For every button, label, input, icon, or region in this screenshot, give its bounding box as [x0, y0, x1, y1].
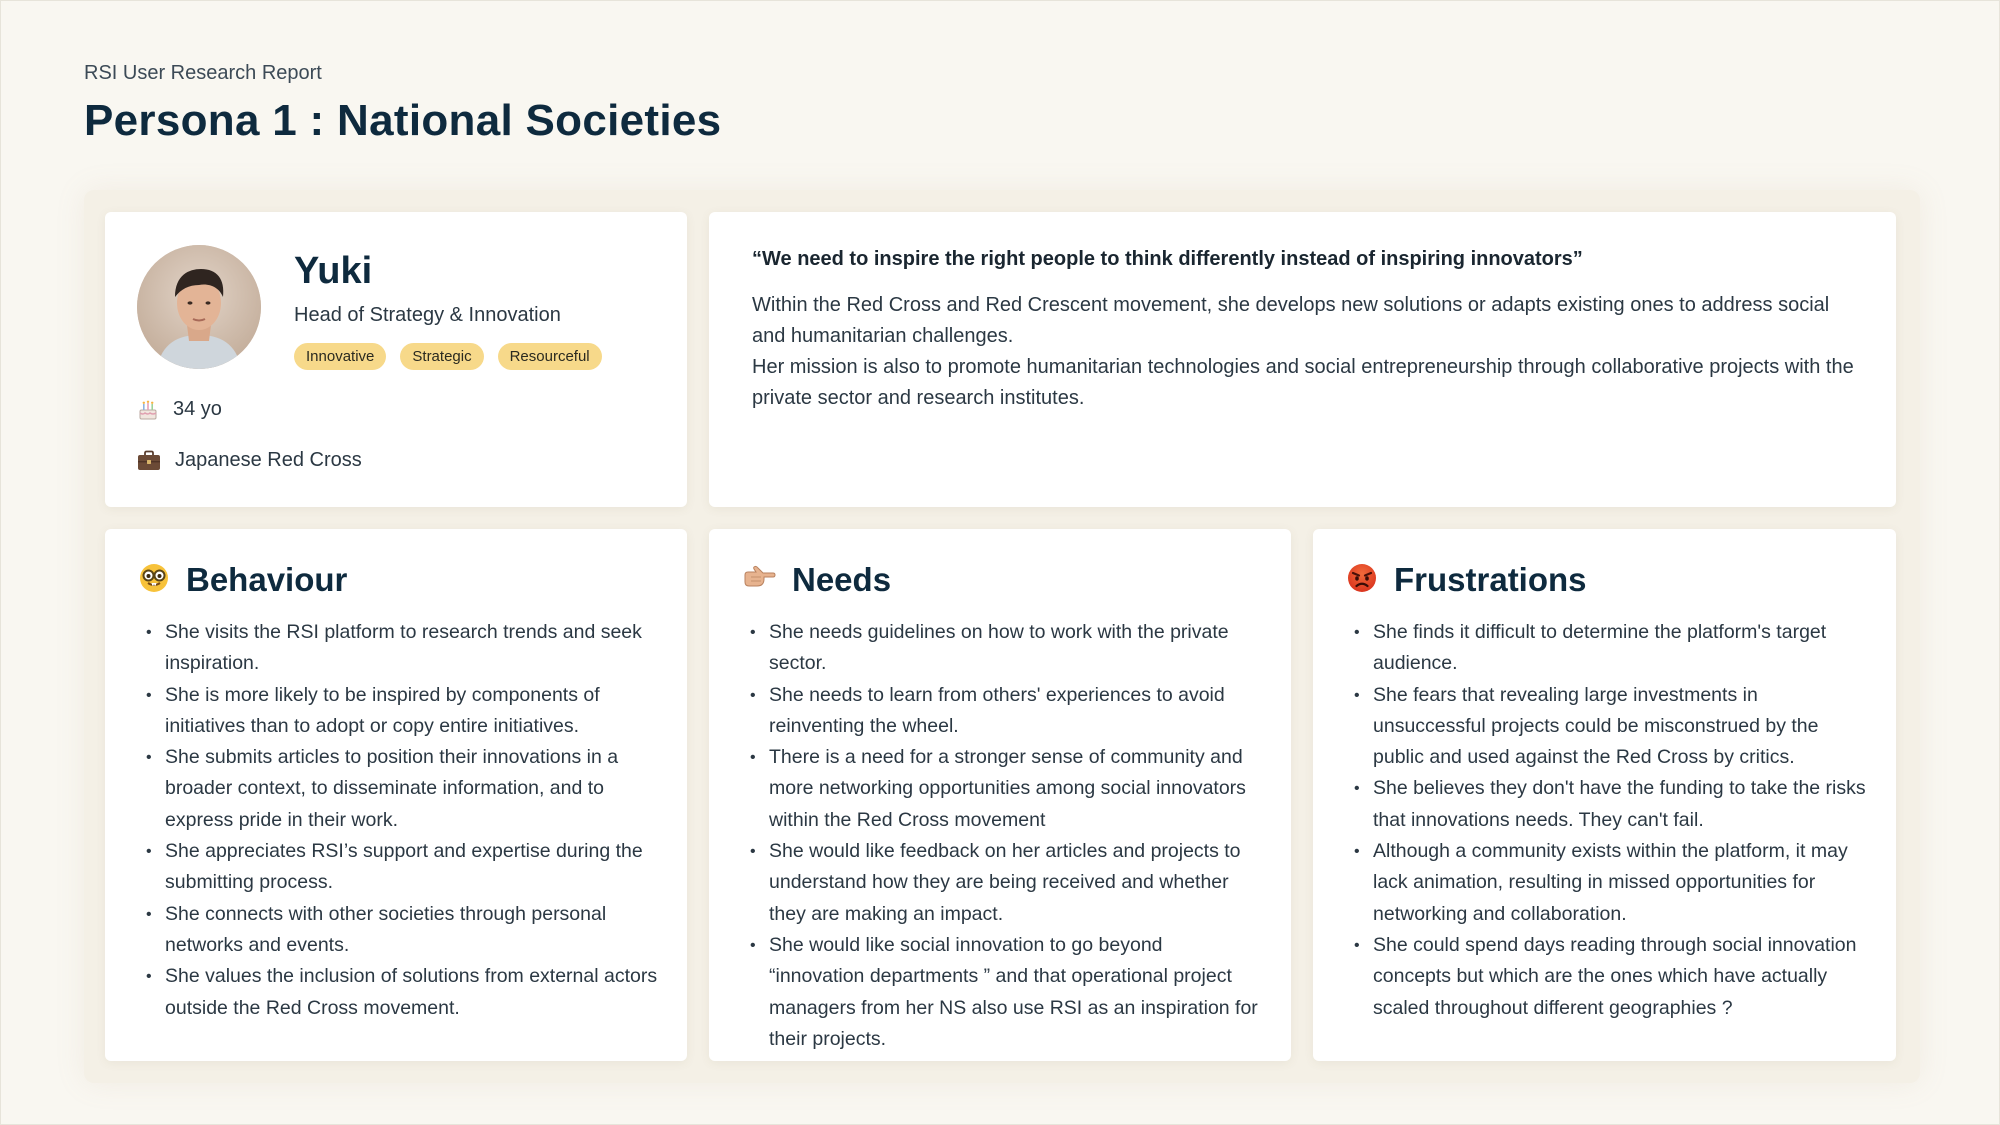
list-item: • There is a need for a stronger sense of community and more networking opportunities among social innovators within the Red Cross movement	[742, 742, 1262, 836]
summary-card	[709, 212, 1896, 507]
report-subtitle: RSI User Research Report	[84, 62, 322, 84]
list-item: • She is more likely to be inspired by components of initiatives than to adopt or copy entire initiatives.	[138, 680, 658, 743]
profile-card	[105, 212, 687, 507]
persona-role: Head of Strategy & Innovation	[294, 304, 561, 326]
list-item: • She fears that revealing large investments in unsuccessful projects could be misconstrued by the public and used against the Red Cross by critics.	[1346, 680, 1866, 774]
list-item: • She would like social innovation to go beyond “innovation departments ” and that operational project managers from her NS also use RSI as an inspiration for their projects.	[742, 930, 1262, 1055]
avatar	[137, 245, 261, 369]
persona-quote: “We need to inspire the right people to think differently instead of inspiring innovators”	[752, 248, 1583, 270]
pointing-hand-icon	[742, 562, 776, 599]
section-title: Behaviour	[186, 561, 348, 598]
persona-tags	[294, 343, 602, 370]
frustrations-list	[1346, 617, 1866, 1024]
tag-resourceful: Resourceful	[498, 343, 602, 370]
needs-card	[709, 529, 1291, 1061]
persona-organization: Japanese Red Cross	[175, 449, 362, 471]
list-item: • She needs guidelines on how to work with the private sector.	[742, 617, 1262, 680]
frustrations-card	[1313, 529, 1896, 1061]
list-item: • She visits the RSI platform to research trends and seek inspiration.	[138, 617, 658, 680]
persona-age: 34 yo	[173, 398, 222, 420]
description-paragraph: Within the Red Cross and Red Crescent movement, she develops new solutions or adapts existing ones to address social and humanitarian challenges.	[752, 294, 1830, 347]
list-item: • She would like feedback on her articles and projects to understand how they are being received and whether they are making an impact.	[742, 836, 1262, 930]
page-title: Persona 1 : National Societies	[84, 96, 722, 145]
tag-innovative: Innovative	[294, 343, 386, 370]
list-item: • Although a community exists within the platform, it may lack animation, resulting in missed opportunities for networking and collaboration.	[1346, 836, 1866, 930]
section-title: Frustrations	[1394, 561, 1587, 598]
briefcase-icon	[137, 450, 161, 472]
behaviour-header	[138, 561, 347, 599]
list-item: • She believes they don't have the funding to take the risks that innovations needs. They can't fail.	[1346, 773, 1866, 836]
behaviour-card	[105, 529, 687, 1061]
persona-description	[752, 290, 1862, 414]
frustrations-header	[1346, 561, 1587, 599]
list-item: • She needs to learn from others' experiences to avoid reinventing the wheel.	[742, 680, 1262, 743]
list-item: • She appreciates RSI’s support and expertise during the submitting process.	[138, 836, 658, 899]
persona-age-row	[137, 398, 222, 421]
tag-strategic: Strategic	[400, 343, 483, 370]
list-item: • She connects with other societies through personal networks and events.	[138, 899, 658, 962]
list-item: • She finds it difficult to determine the platform's target audience.	[1346, 617, 1866, 680]
list-item: • She could spend days reading through social innovation concepts but which are the ones which have actually scaled throughout different geographies ?	[1346, 930, 1866, 1024]
list-item: • She submits articles to position their innovations in a broader context, to disseminate information, and to express pride in their work.	[138, 742, 658, 836]
angry-face-icon	[1346, 562, 1378, 599]
persona-name: Yuki	[294, 250, 373, 292]
nerd-face-icon	[138, 562, 170, 599]
persona-org-row	[137, 449, 362, 472]
behaviour-list	[138, 617, 658, 1024]
description-paragraph: Her mission is also to promote humanitarian technologies and social entrepreneurship through collaborative projects with the private sector and research institutes.	[752, 356, 1854, 409]
birthday-cake-icon	[137, 399, 159, 421]
list-item: • She values the inclusion of solutions from external actors outside the Red Cross movement.	[138, 961, 658, 1024]
section-title: Needs	[792, 561, 892, 598]
needs-header	[742, 561, 891, 599]
needs-list	[742, 617, 1262, 1055]
